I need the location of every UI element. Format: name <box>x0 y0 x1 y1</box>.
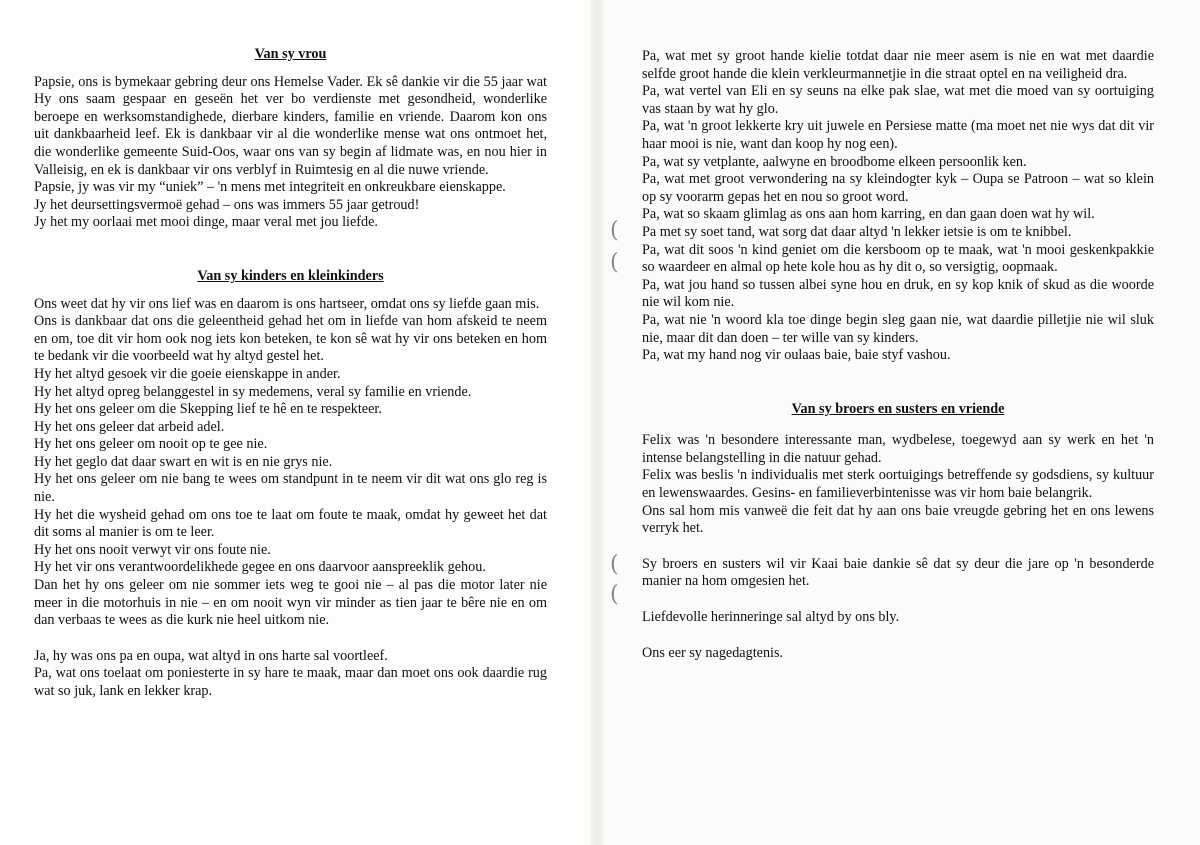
spacer <box>642 365 1154 401</box>
paragraph: Pa, wat jou hand so tussen albei syne hou en druk, en sy kop knik of skud as die woorde nie wil kom nie. <box>642 276 1154 311</box>
paragraph: Hy het geglo dat daar swart en wit is en nie grys nie. <box>34 453 333 470</box>
spacer <box>642 627 1154 645</box>
paragraph: Hy het ons geleer dat arbeid adel. <box>34 418 225 435</box>
paragraph: Pa, wat ons toelaat om poniesterte in sy hare te maak, maar dan moet ons ook daardie rug wat so juk, lank en lekker krap. <box>34 665 547 699</box>
paragraph: Hy het ons geleer om die Skepping lief te hê en te respekteer. <box>34 401 382 418</box>
paragraph: Pa, wat 'n groot lekkerte kry uit juwele en Persiese matte (ma moet net nie wys dat dit vir haar mooi is nie, want dan koop hy nog een). <box>642 118 1154 152</box>
spacer <box>34 630 547 648</box>
paragraph: Pa, wat my hand nog vir oulaas baie, baie styf vashou. <box>642 347 951 364</box>
scan-bracket-mark: ( <box>610 250 619 275</box>
section-heading-siblings: Van sy broers en susters en vriende <box>791 400 1005 417</box>
paragraph: Jy het my oorlaai met mooi dinge, maar veral met jou liefde. <box>34 214 378 231</box>
left-page <box>0 0 590 845</box>
scan-bracket-mark: ( <box>610 552 619 577</box>
paragraph: Ons eer sy nagedagtenis. <box>642 644 784 661</box>
paragraph: Dan het hy ons geleer om nie sommer iets weg te gooi nie – al pas die motor later nie meer in die motorhuis in nie – en om nooit wyn vir minder as tien jaar te bêre nie en om dan verbaas te wees as die kurk nie heel uitkom nie. <box>34 577 547 629</box>
left-page-content <box>34 46 547 701</box>
paragraph: Ons weet dat hy vir ons lief was en daarom is ons hartseer, omdat ons sy liefde gaan mis. <box>34 295 540 312</box>
paragraph: Ons is dankbaar dat ons die geleentheid gehad het om in liefde van hom afskeid te neem en om, toe dit vir hom ook nog iets kon beteken, te kon sê wat hy vir ons beteken en hom te bedank vir die voorbeeld wat hy altyd gestel het. <box>34 313 547 365</box>
paragraph: Hy het die wysheid gehad om ons toe te laat om foute te maak, omdat hy geweet het dat dit soms al manier is om te leer. <box>34 506 547 541</box>
spacer <box>642 538 1154 556</box>
paragraph: Ja, hy was ons pa en oupa, wat altyd in ons harte sal voortleef. <box>34 647 388 664</box>
paragraph: Pa met sy soet tand, wat sorg dat daar altyd 'n lekker ietsie is om te knibbel. <box>642 223 1072 240</box>
paragraph: Hy het altyd gesoek vir die goeie eienskappe in ander. <box>34 365 341 382</box>
book-gutter <box>590 0 604 845</box>
paragraph: Pa, wat nie 'n woord kla toe dinge begin sleg gaan nie, wat daardie pilletjie nie wil sluk nie, maar dit dan doen – ter wille van sy kinders. <box>642 311 1154 346</box>
section-heading-children: Van sy kinders en kleinkinders <box>197 267 384 284</box>
spacer <box>642 591 1154 609</box>
paragraph: Hy het ons geleer om nie bang te wees om standpunt in te neem vir dit wat ons glo reg is nie. <box>34 471 547 506</box>
paragraph: Hy het ons nooit verwyt vir ons foute nie. <box>34 541 271 558</box>
paragraph: Hy het ons geleer om nooit op te gee nie. <box>34 436 268 453</box>
right-page <box>604 0 1200 845</box>
paragraph: Liefdevolle herinneringe sal altyd by ons bly. <box>642 609 900 626</box>
scan-bracket-mark: ( <box>610 218 619 243</box>
paragraph: Pa, wat vertel van Eli en sy seuns na elke pak slae, wat met die moed van sy oortuiging vas staan by wat hy glo. <box>642 83 1154 117</box>
paragraph: Pa, wat dit soos 'n kind geniet om die kersboom op te maak, wat 'n mooi geskenkpakkie so waardeer en almal op hete kole hou as hy dit o, so versigtig, oopmaak. <box>642 241 1154 276</box>
paragraph: Felix was beslis 'n individualis met sterk oortuigings betreffende sy godsdiens, sy kultuur en lewenswaardes. Gesins- en familieverbintenisse was vir hom baie belangrik. <box>642 467 1154 502</box>
paragraph: Jy het deursettingsvermoë gehad – ons was immers 55 jaar getroud! <box>34 196 420 213</box>
paragraph: Papsie, ons is bymekaar gebring deur ons Hemelse Vader. Ek sê dankie vir die 55 jaar wat Hy ons saam gespaar en geseën het ver bo verdienste met gesondheid, wonderlike beroepe en werksomstandighede, dierbare kinders, familie en vriende. Daarom kon ons uit dankbaarheid leef. Ek is dankbaar vir al die wonderlike mense wat ons ontmoet het, die wonderlike gemeente Suid-Oos, waar ons van sy begin af lidmate was, en nou hier in Valleisig, en ek is dankbaar vir ons verblyf in Ruimtesig en al die nuwe vriende. <box>34 73 547 178</box>
section-heading-wife: Van sy vrou <box>254 46 327 62</box>
paragraph: Ons sal hom mis vanweë die feit dat hy aan ons baie vreugde gebring het en ons lewens verryk het. <box>642 502 1154 537</box>
paragraph: Papsie, jy was vir my “uniek” – 'n mens met integriteit en onkreukbare eienskappe. <box>34 179 506 196</box>
paragraph: Pa, wat met groot verwondering na sy kleindogter kyk – Oupa se Patroon – wat so klein op sy voorarm gepas het en nou so groot word. <box>642 171 1154 205</box>
paragraph: Felix was 'n besondere interessante man, wydbelese, toegewyd aan sy werk en het 'n intense belangstelling in die natuur gehad. <box>642 432 1154 466</box>
paragraph: Hy het altyd opreg belanggestel in sy medemens, veral sy familie en vriende. <box>34 383 472 400</box>
paragraph: Pa, wat met sy groot hande kielie totdat daar nie meer asem is nie en wat met daardie selfde groot hande die klein verkleurmannetjie in die straat optel en na veiligheid dra. <box>642 48 1154 82</box>
scan-bracket-mark: ( <box>610 582 619 607</box>
spacer <box>34 232 547 268</box>
right-page-content <box>642 48 1154 662</box>
paragraph: Hy het vir ons verantwoordelikhede gegee en ons daarvoor aanspreeklik gehou. <box>34 559 486 576</box>
paragraph: Pa, wat so skaam glimlag as ons aan hom karring, en dan gaan doen wat hy wil. <box>642 206 1095 223</box>
paragraph: Pa, wat sy vetplante, aalwyne en broodbome elkeen persoonlik ken. <box>642 153 1027 170</box>
paragraph: Sy broers en susters wil vir Kaai baie dankie sê dat sy deur die jare op 'n besonderde manier na hom omgesien het. <box>642 555 1154 590</box>
